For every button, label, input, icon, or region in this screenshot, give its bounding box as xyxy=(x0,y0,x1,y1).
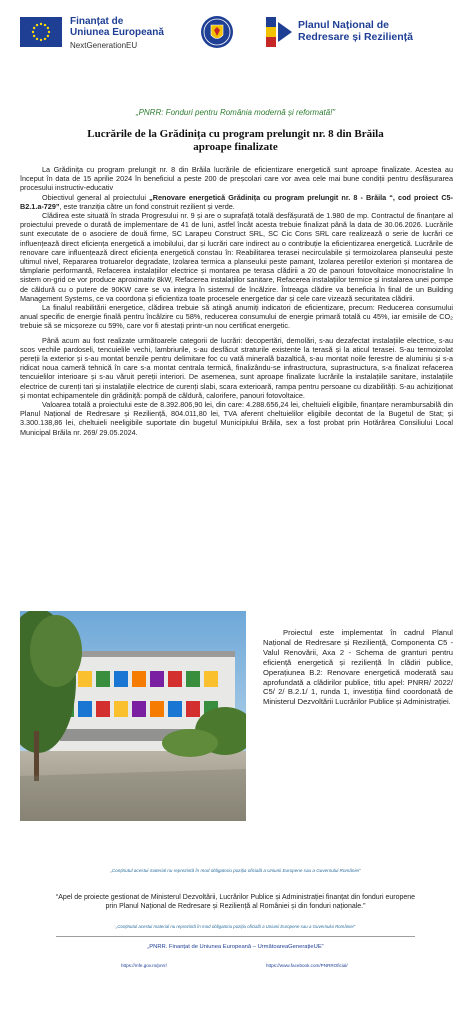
footer-brand: „PNRR. Finanțat de Uniunea Europeană – UrmătoareaGenerațieUE” xyxy=(147,944,324,950)
project-name: „Renovare energetică Grădinița cu program prelungit nr. 8 - Brăila “, cod proiect C5-B2.1.a-729” xyxy=(20,192,454,211)
implementation-paragraph: Proiectul este implementat în cadrul Planul Național de Redresare și Reziliență, Componenta C5 - Valul Renovării, Axa 2 - Schema de granturi pentru eficiență energetică și reziliență în clădiri publice, Operațiunea B.2: Renovare energetică moderată sau aprofundată a clădirilor publice, titlu apel: PNRR/ 2022/ C5/ 2/ B.2.1/ 1, runda 1, investiția fiind coordonată de Ministerul Dezvoltării Lucrărilor Publice și Administrației. xyxy=(263,628,453,707)
facebook-link[interactable]: https://www.facebook.com/PNRROficial/ xyxy=(266,963,348,968)
title-line1: Lucrările de la Grădinița cu program prelungit nr. 8 din Brăila xyxy=(87,128,384,140)
pnrr-label xyxy=(298,19,413,43)
footer-divider xyxy=(56,936,415,937)
building-photo xyxy=(20,611,246,821)
paragraph-5: Până acum au fost realizate următoarele categorii de lucrări: decopertări, demolări, s-au dezafectat instalațiile electrice, s-au scos vechile pardoseli, tencuielile vechi, lambriurile, s-au desfăcut straturile existente la terasă și la aticul terasei. S-au termoizolat pereții la exterior și s-au montat benzile pentru delimitare foc cu vată minerală bazaltică, s-au montat noile ferestre de aluminiu și s-a ridicat noua cameră tehnică în care s-a montat centrala termică, finalizându-se infrastructura, suprastructura, s-a finalizat refacerea tencuielilor interioare și s-au văruit pereții interiori. De asemenea, sunt aproape finalizate lucrările la instalațiile sanitare, instalațiile electrice de curenți tari și instalațiile electrice de curenți slabi, scara exterioară, rampa pentru persoane cu dizabilități. S-au achiziționat și montat echipamentele din grădiniță: pompă de căldură, calorifere, panouri fotovoltaice. xyxy=(20,335,453,400)
paragraph-6: Valoarea totală a proiectului este de 8.392.806,90 lei, din care: 4.288.656,24 lei, cheltuieli eligibile, finanțare nerambursabilă din Planul Național de Redresare și Reziliență, 804.011,80 lei, TVA aferent cheltuielilor eligibile decontat de la Bugetul de Stat; și 3.300.138,86 lei, cheltuieli neeligibile suportate din bugetul Municipiului Brăila, sex a fost probat prin Hotărârea Consiliului Local Municipal Brăila nr. 269/ 29.05.2024. xyxy=(20,400,453,437)
disclaimer-bottom: „Conținutul acestui material nu reprezintă în mod obligatoriu poziția oficială a Uniunii Europene sau a Guvernului României” xyxy=(115,924,356,929)
pnrr-line1: Planul Național de xyxy=(298,19,390,31)
paragraph-3: Clădirea este situată în strada Progresului nr. 9 și are o suprafață totală desfășurată de 1.980 de mp. Contractul de finanțare al proiectului prevede o durată de implementare de 41 de luni, astfel încât acesta trebuie finalizat până la data de 30.06.2026. Lucrările sunt executate de o asociere de două firme, SC Larapeu Construct SRL, SC Cic Cons SRL care realizează o serie de lucrări ce influențează direct eficiența energetică a imobilului, dar și lucrări care indirect au o contribuție la eficientizarea energetică. Lucrările de renovare care influențează direct eficiența energetică constau în: Reabilitarea terasei necirculabile și termoizolarea planseului peste ultimul nivel, Repararea trotuarelor degradate, Izolarea termica a planseului peste pamant, Izolarea peretilor exteriori și montarea de tâmplarie performantă, Refacerea instalațiilor electrice și montarea pe terasa clădirii a 20 de panouri fotovoltaice monocristaline în sistem on-grid ce vor produce aproximativ 8kW, Refacerea instalațiilor sanitare, Refacerea instalațiilor termice și instalarea unei pompe de căldură cu o putere de 90KW care se va integra în sistemul de încălzire. Întreaga clădire va beneficia în final de un Building Management Systems, ce va coordona și eficientiza toate procesele energetice dar și cele care vizează securitatea clădirii. xyxy=(20,211,453,303)
paragraph-2 xyxy=(20,193,453,211)
paragraph-1: La Grădinița cu program prelungit nr. 8 din Brăila lucrările de eficientizare energetică sunt aproape finalizate. Acestea au început în data de 15 aprilie 2024 în beneficiul a peste 200 de preșcolari care vor avea cele mai bune condiții pentru desfășurarea procesului instructiv-educativ xyxy=(20,165,453,193)
paragraph-2-end: , este tranziția către un fond construit rezilient și verde. xyxy=(59,201,235,211)
paragraph-2-intro: Obiectivul general al proiectului xyxy=(42,192,150,202)
call-statement: “Apel de proiecte gestionat de Ministerul Dezvoltării, Lucrărilor Publice și Administrației finanțat din fonduri europene prin Planul Național de Redresare și Reziliență al României și din fonduri naționale.” xyxy=(55,894,416,910)
government-seal-icon xyxy=(200,14,234,52)
eu-funding-label xyxy=(70,16,164,51)
disclaimer-top: „Conținutul acestui material nu reprezintă în mod obligatoriu poziția oficială a Uniunii Europene sau a Guvernului României” xyxy=(110,868,361,873)
eu-text-line2: Uniunea Europeană xyxy=(70,27,164,38)
article-body xyxy=(20,165,453,437)
eu-flag-icon xyxy=(20,17,62,47)
eu-text-sub: NextGenerationEU xyxy=(70,41,138,50)
pnrr-website-link[interactable]: https://mfe.gov.ro/pnrr/ xyxy=(121,963,167,968)
article-title xyxy=(40,128,431,154)
paragraph-4: La finalul reabilitării energetice, clădirea trebuie să atingă anumiți indicatori de eficientizare, precum: Reducerea consumului anual specific de energie finală pentru încălzire cu 58%, reducerea consumului de energie primară totală cu 45%, iar emisiile de CO₂ trebuie să se micșoreze cu 59%, care vor fi atestați printr-un nou certificat energetic. xyxy=(20,303,453,331)
slogan: „PNRR: Fonduri pentru România modernă și reformată!” xyxy=(135,108,336,117)
implementation-note xyxy=(263,628,453,707)
pnrr-logo-icon xyxy=(266,17,292,47)
eu-text-line1: Finanțat de xyxy=(70,16,124,27)
header xyxy=(20,14,451,54)
title-line2: aproape finalizate xyxy=(193,141,278,153)
pnrr-line2: Redresare și Reziliență xyxy=(298,31,413,43)
